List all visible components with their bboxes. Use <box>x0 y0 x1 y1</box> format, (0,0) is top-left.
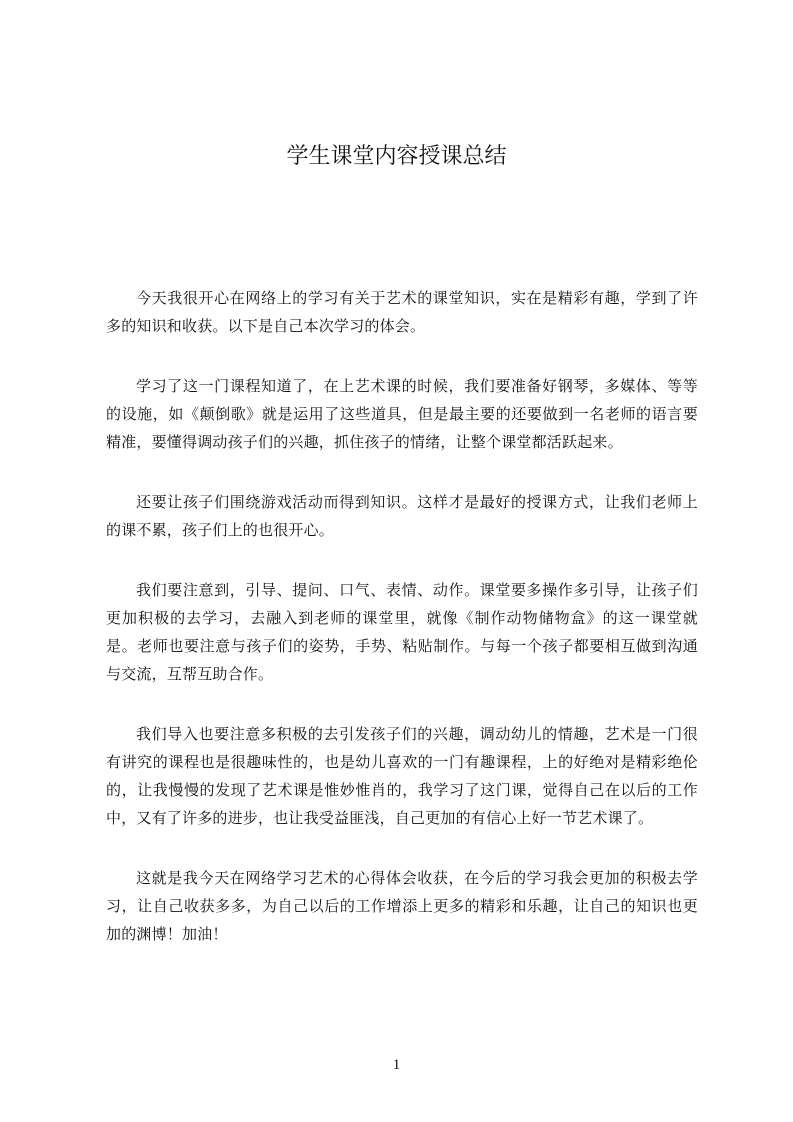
page-number: 1 <box>392 1057 401 1073</box>
paragraph-4: 我们要注意到，引导、提问、口气、表情、动作。课堂要多操作多引导，让孩子们更加积极的去学习，去融入到老师的课堂里，就像《制作动物储物盒》的这一课堂就是。老师也要注意与孩子们的姿势，手势、粘贴制作。与每一个孩子都要相互做到沟通与交流，互帮互助合作。 <box>106 581 698 683</box>
paragraph-2: 学习了这一门课程知道了，在上艺术课的时候，我们要准备好钢琴，多媒体、等等的设施，如《颠倒歌》就是运用了这些道具，但是最主要的还要做到一名老师的语言要精准，要懂得调动孩子们的兴趣，抓住孩子的情绪，让整个课堂都活跃起来。 <box>106 377 698 451</box>
paragraph-3: 还要让孩子们围绕游戏活动而得到知识。这样才是最好的授课方式，让我们老师上的课不累，孩子们上的也很开心。 <box>106 493 698 539</box>
document-title: 学生课堂内容授课总结 <box>286 144 507 169</box>
paragraph-5: 我们导入也要注意多积极的去引发孩子们的兴趣，调动幼儿的情趣，艺术是一门很有讲究的课程也是很趣味性的，也是幼儿喜欢的一门有趣课程，上的好绝对是精彩绝伦的，让我慢慢的发现了艺术课是惟妙惟肖的，我学习了这门课，觉得自己在以后的工作中，又有了许多的进步，也让我受益匪浅，自己更加的有信心上好一节艺术课了。 <box>106 725 698 827</box>
paragraph-1: 今天我很开心在网络上的学习有关于艺术的课堂知识，实在是精彩有趣，学到了许多的知识和收获。以下是自己本次学习的体会。 <box>106 289 698 335</box>
paragraph-6: 这就是我今天在网络学习艺术的心得体会收获，在今后的学习我会更加的积极去学习，让自己收获多多，为自己以后的工作增添上更多的精彩和乐趣，让自己的知识也更加的渊博！加油！ <box>106 869 698 943</box>
document-body <box>106 284 698 980</box>
